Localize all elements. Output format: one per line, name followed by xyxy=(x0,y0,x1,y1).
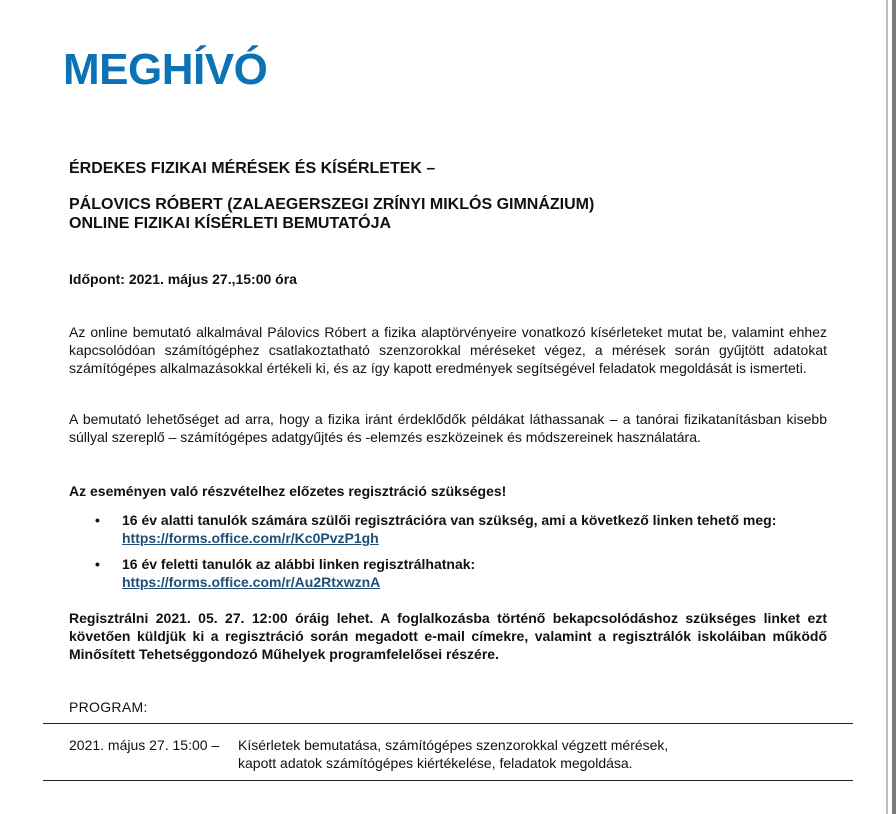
program-table-bottom-rule xyxy=(43,780,853,781)
program-description xyxy=(238,736,668,772)
program-table-top-rule xyxy=(43,723,853,724)
program-time: 2021. május 27. 15:00 – xyxy=(69,737,220,753)
registration-list xyxy=(69,511,829,599)
program-label: PROGRAM: xyxy=(69,699,148,715)
registration-link-over-16[interactable]: https://forms.office.com/r/Au2RtxwznA xyxy=(122,574,381,590)
bullet-icon: • xyxy=(95,556,100,572)
event-time: Időpont: 2021. május 27.,15:00 óra xyxy=(69,271,297,287)
program-description-line: Kísérletek bemutatása, számítógépes szenzorokkal végzett mérések, xyxy=(238,737,669,753)
event-title-line: PÁLOVICS RÓBERT (ZALAEGERSZEGI ZRÍNYI MIKLÓS GIMNÁZIUM) xyxy=(69,196,595,213)
event-title xyxy=(69,159,829,233)
registration-item-text: 16 év alatti tanulók számára szülői regisztrációra van szükség, ami a következő linken tehető meg: xyxy=(122,512,777,528)
bullet-icon: • xyxy=(95,512,100,528)
invitation-heading: MEGHÍVÓ xyxy=(63,45,268,94)
event-title-line: ÉRDEKES FIZIKAI MÉRÉSEK ÉS KÍSÉRLETEK – xyxy=(69,160,436,177)
list-item xyxy=(69,511,829,547)
registration-heading: Az eseményen való részvételhez előzetes regisztráció szükséges! xyxy=(69,483,507,499)
page-edge-shadow xyxy=(886,0,888,814)
program-description-line: kapott adatok számítógépes kiértékelése, feladatok megoldása. xyxy=(238,755,633,771)
registration-item-text: 16 év feletti tanulók az alábbi linken regisztrálhatnak: xyxy=(122,556,476,572)
list-item xyxy=(69,555,829,591)
description-paragraph: Az online bemutató alkalmával Pálovics Róbert a fizika alaptörvényeire vonatkozó kísérleteket mutat be, valamint ehhez kapcsolódóan számítógéphez csatlakoztatható szenzorokkal méréseket végez, a mérések során gyűjtött adatokat számítógépes alkalmazásokkal értékeli ki, és az így kapott eredmények segítségével feladatok megoldását is ismerteti. xyxy=(69,324,827,376)
registration-link-under-16[interactable]: https://forms.office.com/r/Kc0PvzP1gh xyxy=(122,530,379,546)
registration-deadline-paragraph: Regisztrálni 2021. 05. 27. 12:00 óráig lehet. A foglalkozásba történő bekapcsolódáshoz szükséges linket ezt követően küldjük ki a regisztráció során megadott e-mail címekre, valamint a regisztrálók iskoláiban működő Minősített Tehetséggondozó Műhelyek programfelelősei részére. xyxy=(69,610,827,662)
event-title-line: ONLINE FIZIKAI KÍSÉRLETI BEMUTATÓJA xyxy=(69,215,392,232)
description-paragraph: A bemutató lehetőséget ad arra, hogy a fizika iránt érdeklődők példákat láthassanak – a tanórai fizikatanításban kisebb súllyal szereplő – számítógépes adatgyűjtés és -elemzés eszközeinek és módszereinek használatára. xyxy=(69,411,827,445)
